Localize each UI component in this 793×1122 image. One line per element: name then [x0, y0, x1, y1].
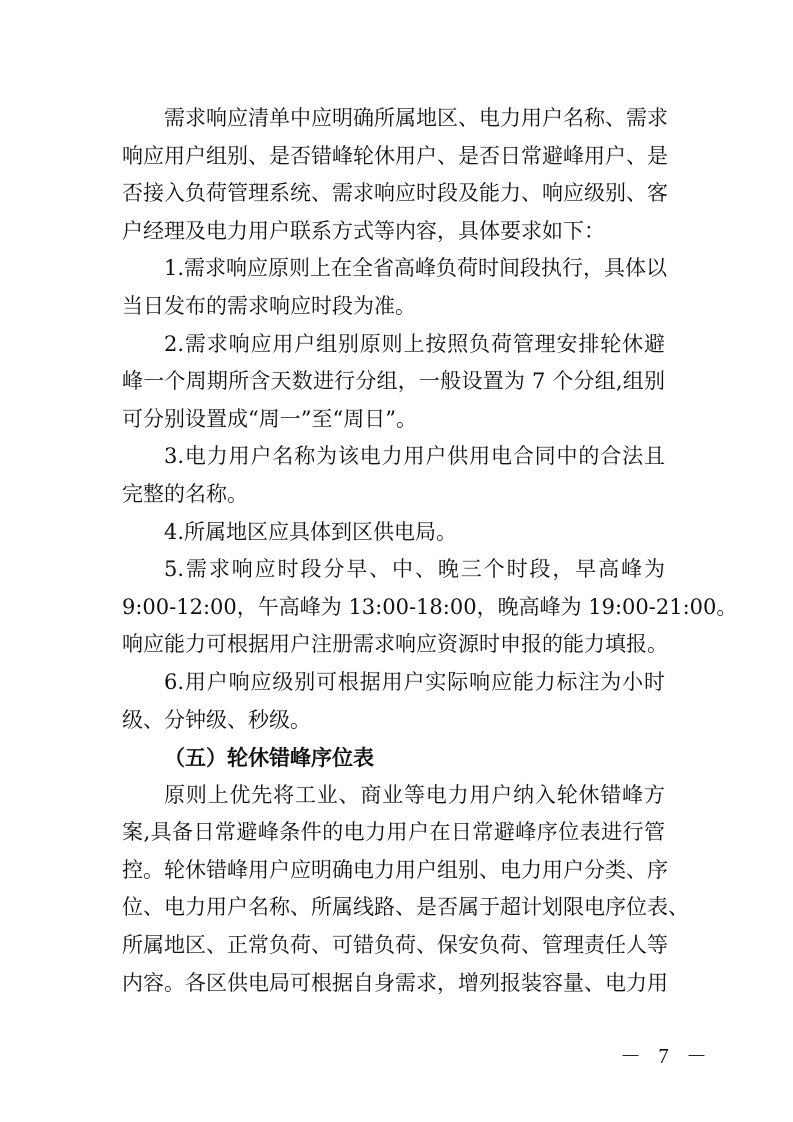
list-item-1-line: 当日发布的需求响应时段为准。 — [122, 293, 416, 318]
paragraph-line: 否接入负荷管理系统、需求响应时段及能力、响应级别、客 — [122, 181, 668, 206]
paragraph-line: 控。轮休错峰用户应明确电力用户组别、电力用户分类、序 — [122, 857, 668, 882]
list-item-6-line: 级、分钟级、秒级。 — [122, 707, 311, 732]
page-number: － 7 － — [620, 1044, 713, 1068]
list-item-2-line: 可分别设置成“周一”至“周日”。 — [122, 406, 417, 431]
list-item-3-line: 3.电力用户名称为该电力用户供用电合同中的合法且 — [164, 444, 665, 469]
paragraph-line: 响应用户组别、是否错峰轮休用户、是否日常避峰用户、是 — [122, 143, 668, 168]
paragraph-line: 原则上优先将工业、商业等电力用户纳入轮休错峰方 — [164, 782, 665, 807]
paragraph-line: 所属地区、正常负荷、可错负荷、保安负荷、管理责任人等 — [122, 933, 668, 958]
paragraph-line: 户经理及电力用户联系方式等内容，具体要求如下： — [122, 218, 605, 243]
paragraph-line: 需求响应清单中应明确所属地区、电力用户名称、需求 — [164, 106, 668, 130]
list-item-1-line: 1.需求响应原则上在全省高峰负荷时间段执行，具体以 — [164, 256, 668, 281]
list-item-6-line: 6.用户响应级别可根据用户实际响应能力标注为小时 — [164, 669, 665, 694]
section-heading: （五）轮休错峰序位表 — [164, 745, 374, 771]
list-item-3-line: 完整的名称。 — [122, 481, 248, 506]
paragraph-line: 内容。各区供电局可根据自身需求，增列报装容量、电力用 — [122, 970, 668, 995]
list-item-5-line: 响应能力可根据用户注册需求响应资源时申报的能力填报。 — [122, 632, 668, 657]
list-item-5-line: 9:00-12:00，午高峰为 13:00-18:00，晚高峰为 19:00-21:00。 — [122, 594, 738, 619]
paragraph-line: 位、电力用户名称、所属线路、是否属于超计划限电序位表、 — [122, 895, 689, 920]
list-item-4-line: 4.所属地区应具体到区供电局。 — [164, 519, 458, 544]
paragraph-line: 案,具备日常避峰条件的电力用户在日常避峰序位表进行管 — [122, 820, 665, 845]
list-item-5-line: 5.需求响应时段分早、中、晚三个时段，早高峰为 — [164, 557, 665, 582]
document-body — [122, 100, 738, 1002]
list-item-2-line: 2.需求响应用户组别原则上按照负荷管理安排轮休避 — [164, 331, 665, 356]
list-item-2-line: 峰一个周期所含天数进行分组，一般设置为 7 个分组,组别 — [122, 369, 665, 394]
